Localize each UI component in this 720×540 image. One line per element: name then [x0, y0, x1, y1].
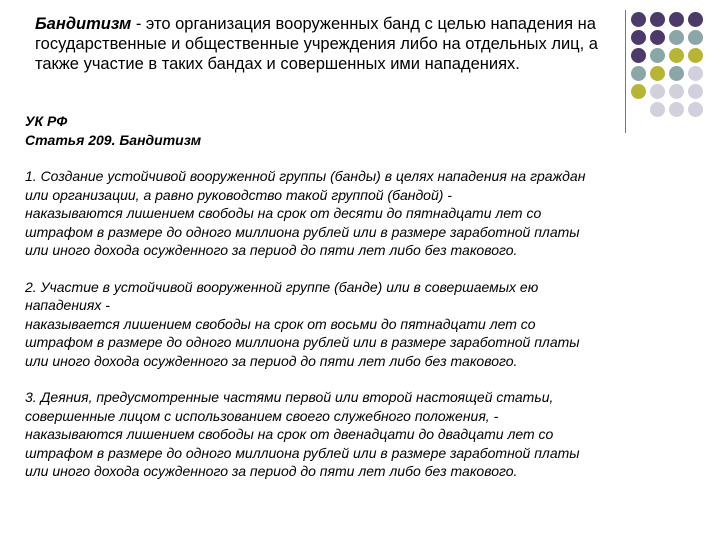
- dot: [688, 84, 703, 99]
- title-definition: - это организация вооруженных банд с целью нападения на государственные и общественные учреждения либо на отдельных лиц, а также участие в таких бандах и совершенных ими нападениях.: [35, 15, 598, 73]
- part2-line: наказывается лишением свободы на срок от восьми до пятнадцати лет со: [25, 315, 536, 332]
- part1-line: или организации, а равно руководство такой группой (бандой) -: [25, 186, 452, 203]
- dot: [688, 30, 703, 45]
- part3-line: штрафом в размере до одного миллиона рублей или в размере заработной платы: [25, 444, 580, 461]
- dot: [669, 48, 684, 63]
- part1-line: наказываются лишением свободы на срок от десяти до пятнадцати лет со: [25, 205, 542, 221]
- dot: [669, 84, 684, 99]
- part1-line: или иного дохода осужденного за период до пяти лет либо без такового.: [25, 242, 518, 258]
- part3-line: наказываются лишением свободы на срок от двенадцати до двадцати лет со: [25, 426, 554, 442]
- law-text: [25, 112, 685, 481]
- part2-line: 2. Участие в устойчивой вооруженной группе (банде) или в совершаемых ею: [25, 278, 539, 295]
- part2-line: штрафом в размере до одного миллиона рублей или в размере заработной платы: [25, 334, 580, 350]
- dot: [631, 66, 646, 81]
- dot: [669, 66, 684, 81]
- dot: [669, 12, 684, 27]
- dot: [631, 48, 646, 63]
- article-title: Статья 209. Бандитизм: [25, 131, 202, 148]
- part2-line: нападениях -: [25, 297, 110, 313]
- dot: [650, 48, 665, 63]
- dot: [669, 30, 684, 45]
- part1-line: 1. Создание устойчивой вооруженной группы (банды) в целях нападения на граждан: [25, 168, 586, 184]
- dot: [688, 12, 703, 27]
- part1-line: штрафом в размере до одного миллиона рублей или в размере заработной платы: [25, 223, 580, 240]
- dot: [650, 30, 665, 45]
- dot: [650, 84, 665, 99]
- dot: [688, 66, 703, 81]
- dot: [631, 30, 646, 45]
- dot: [688, 48, 703, 63]
- title-term: Бандитизм: [35, 15, 132, 33]
- slide-title: [35, 14, 635, 74]
- dot: [650, 66, 665, 81]
- law-code: УК РФ: [25, 113, 68, 129]
- part3-line: или иного дохода осужденного за период до пяти лет либо без такового.: [25, 463, 518, 479]
- part3-line: 3. Деяния, предусмотренные частями первой или второй настоящей статьи,: [25, 389, 554, 405]
- dot: [650, 12, 665, 27]
- part3-line: совершенные лицом с использованием своего служебного положения, -: [25, 407, 499, 424]
- dot: [631, 84, 646, 99]
- part2-line: или иного дохода осужденного за период до пяти лет либо без такового.: [25, 352, 518, 369]
- dot: [688, 102, 703, 117]
- dot: [631, 12, 646, 27]
